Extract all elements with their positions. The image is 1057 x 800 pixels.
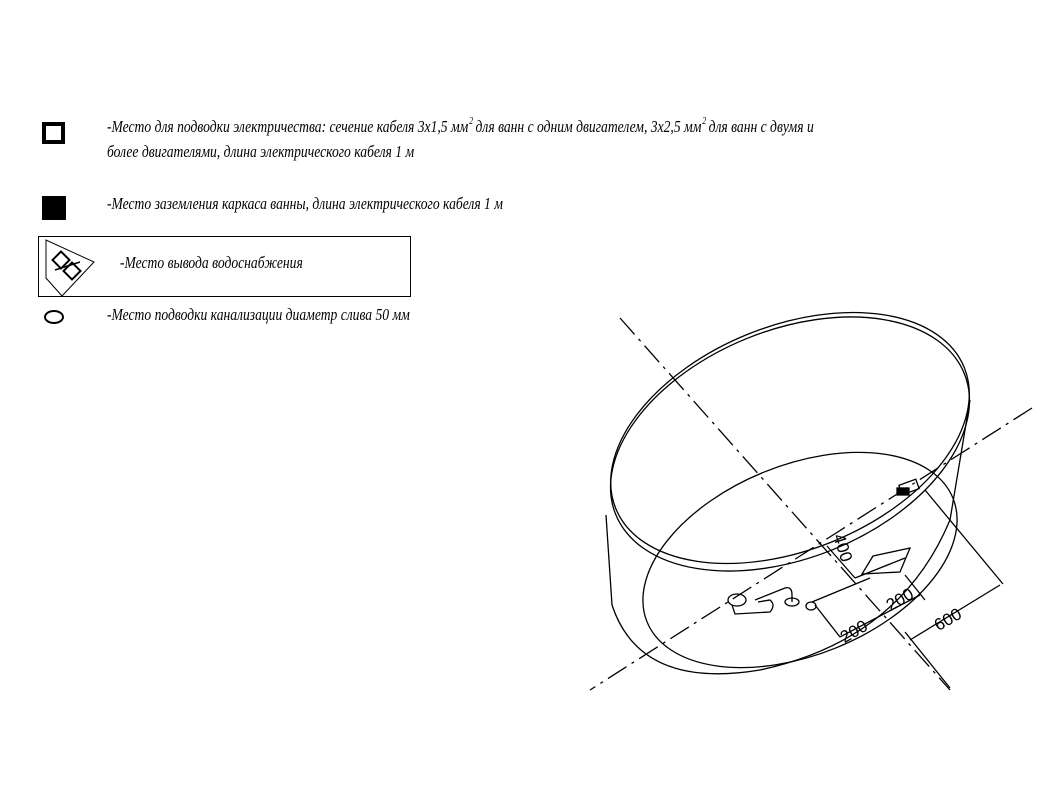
superscript-2: 2 — [702, 116, 707, 127]
legend-grounding-text: -Место заземления каркаса ванны, длина электрического кабеля 1 м — [107, 194, 503, 213]
legend-drain-text: -Место подводки канализации диаметр слива 50 мм — [107, 305, 410, 324]
legend-water-text: -Место вывода водоснабжения — [120, 253, 303, 272]
tub-body — [606, 400, 970, 674]
drain-hole — [806, 602, 816, 610]
dimension-200-a: 200 — [836, 616, 871, 647]
legend-electricity-text-b: для ванн с одним двигателем, 3х2,5 мм — [475, 117, 702, 136]
dimension-400: 400 — [829, 531, 857, 565]
legend-electricity-text-line2: более двигателями, длина электрического кабеля 1 м — [107, 142, 415, 161]
superscript-2: 2 — [469, 116, 474, 127]
legend-electricity-text-c: для ванн с двумя и — [708, 117, 814, 136]
legend-electricity-text-a: -Место для подводки электричества: сечение кабеля 3х1,5 мм — [107, 117, 469, 136]
tub-rim-top — [574, 264, 1007, 613]
dimension-600: 600 — [930, 604, 965, 635]
dimension-200-b: 200 — [882, 584, 917, 615]
